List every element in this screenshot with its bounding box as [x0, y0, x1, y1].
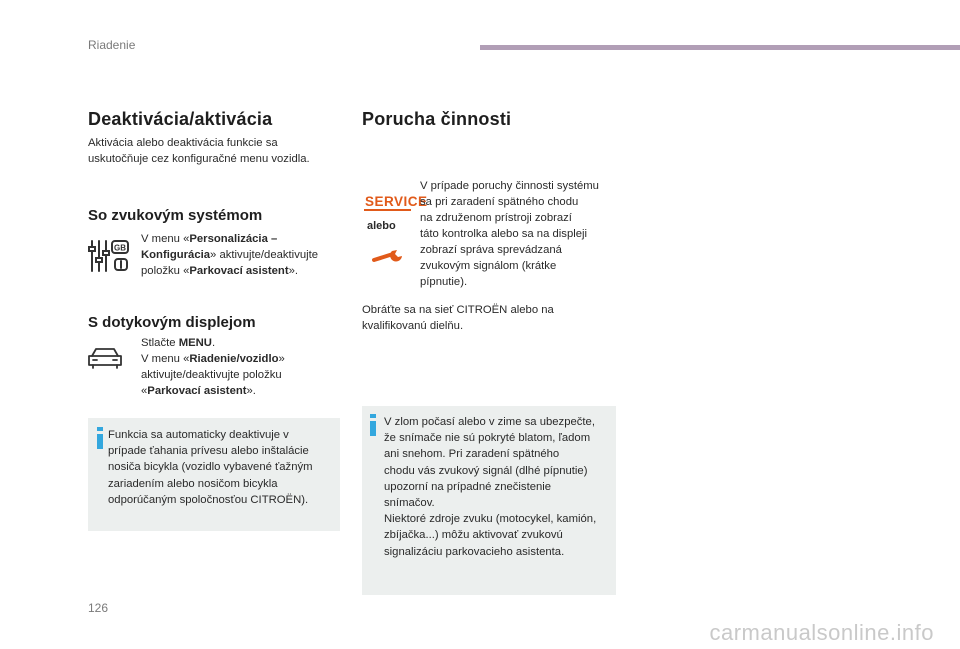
instruction-line	[141, 351, 341, 367]
audio-settings-icon	[88, 238, 130, 274]
menu-path-text: MENU	[178, 337, 212, 349]
note-line: zariadením alebo nosičom bicykla	[108, 477, 278, 490]
instruction-line	[141, 367, 341, 383]
fault-line: na združenom prístroji zobrazí	[420, 212, 572, 224]
instruction-text: » aktivujte/deaktivujte	[210, 249, 319, 261]
car-menu-icon	[86, 346, 124, 370]
note-line: Funkcia sa automaticky deaktivuje v	[108, 429, 289, 441]
fault-line: zvukovým signálom (krátke	[420, 260, 557, 272]
wrench-icon	[371, 248, 405, 264]
towing-note-text	[108, 427, 338, 508]
page-number: 126	[88, 601, 109, 615]
note-line: nosiča bicykla (vozidlo vybavené ťažným	[108, 461, 313, 474]
instruction-text: ».	[288, 265, 298, 277]
instruction-line	[141, 231, 341, 247]
menu-path-text: Parkovací asistent	[189, 265, 289, 277]
touch-display-instructions	[141, 335, 341, 399]
note-line: odporúčaným spoločnosťou CITROËN).	[108, 493, 309, 506]
instruction-text: ».	[246, 385, 256, 397]
contact-line: kvalifikovanú dielňu.	[362, 320, 464, 332]
or-label: alebo	[367, 220, 396, 232]
malfunction-title: Porucha činnosti	[362, 109, 512, 129]
deactivation-title: Deaktivácia/aktivácia	[88, 109, 273, 129]
menu-path-text: Riadenie/vozidlo	[189, 353, 279, 365]
fault-line: V prípade poruchy činnosti systému	[420, 180, 599, 192]
instruction-line	[141, 383, 341, 399]
contact-dealer-text	[362, 302, 592, 334]
malfunction-description	[420, 178, 620, 290]
weather-note-text	[384, 414, 616, 560]
intro-line: uskutočňuje cez konfiguračné menu vozidla.	[88, 153, 310, 165]
note-line: chodu vás zvukový signál (dlhé pípnutie)	[384, 464, 588, 477]
instruction-text: .	[211, 337, 216, 349]
instruction-text: Stlačte	[141, 337, 179, 349]
note-line: ani snehom. Pri zaradení spätného	[384, 448, 560, 461]
info-icon	[368, 414, 379, 436]
sound-system-instructions	[141, 231, 341, 279]
instruction-text: V menu «	[141, 233, 190, 245]
menu-path-text: Personalizácia –	[189, 233, 278, 245]
fault-line: sa pri zaradení spätného chodu	[420, 196, 579, 208]
deactivation-intro	[88, 135, 348, 167]
fault-line: pípnutie).	[420, 276, 468, 288]
note-line: Niektoré zdroje zvuku (motocykel, kamión,	[384, 513, 597, 526]
instruction-text: položku «	[141, 265, 190, 277]
fault-line: táto kontrolka alebo sa na displeji	[420, 228, 588, 240]
header-accent-bar	[480, 45, 960, 50]
note-line: V zlom počasí alebo v zime sa ubezpečte,	[384, 416, 595, 428]
note-line: upozorní na prípadné znečistenie	[384, 480, 552, 493]
section-label: Riadenie	[88, 38, 136, 52]
note-line: že snímače nie sú pokryté blatom, ľadom	[384, 432, 591, 445]
instruction-text: V menu «	[141, 353, 190, 365]
contact-line: Obráťte sa na sieť CITROËN alebo na	[362, 304, 554, 316]
instruction-text: »	[278, 353, 285, 365]
gb-label: GB	[114, 243, 126, 253]
instruction-text: «	[141, 385, 148, 397]
note-line: zbíjačka...) môžu aktivovať zvukovú	[384, 529, 563, 542]
instruction-line	[141, 247, 341, 263]
note-line: prípade ťahania prívesu alebo inštalácie	[108, 445, 309, 458]
note-line: signalizáciu parkovacieho asistenta.	[384, 545, 565, 558]
instruction-text: aktivujte/deaktivujte položku	[141, 369, 282, 381]
fault-line: zobrazí správa sprevádzaná	[420, 244, 562, 256]
instruction-line	[141, 263, 341, 279]
weather-note-box	[362, 406, 616, 595]
info-icon	[95, 427, 106, 449]
intro-line: Aktivácia alebo deaktivácia funkcie sa	[88, 137, 278, 149]
menu-path-text: Parkovací asistent	[147, 385, 247, 397]
service-underline	[364, 209, 411, 211]
note-line: snímačov.	[384, 497, 435, 510]
watermark: carmanualsonline.info	[709, 620, 934, 645]
instruction-line	[141, 335, 341, 351]
touch-display-heading: S dotykovým displejom	[88, 314, 256, 331]
towing-note-box	[88, 418, 340, 531]
service-warning-label: SERVICE	[365, 194, 428, 209]
sound-system-heading: So zvukovým systémom	[88, 207, 263, 224]
menu-path-text: Konfigurácia	[141, 249, 211, 261]
